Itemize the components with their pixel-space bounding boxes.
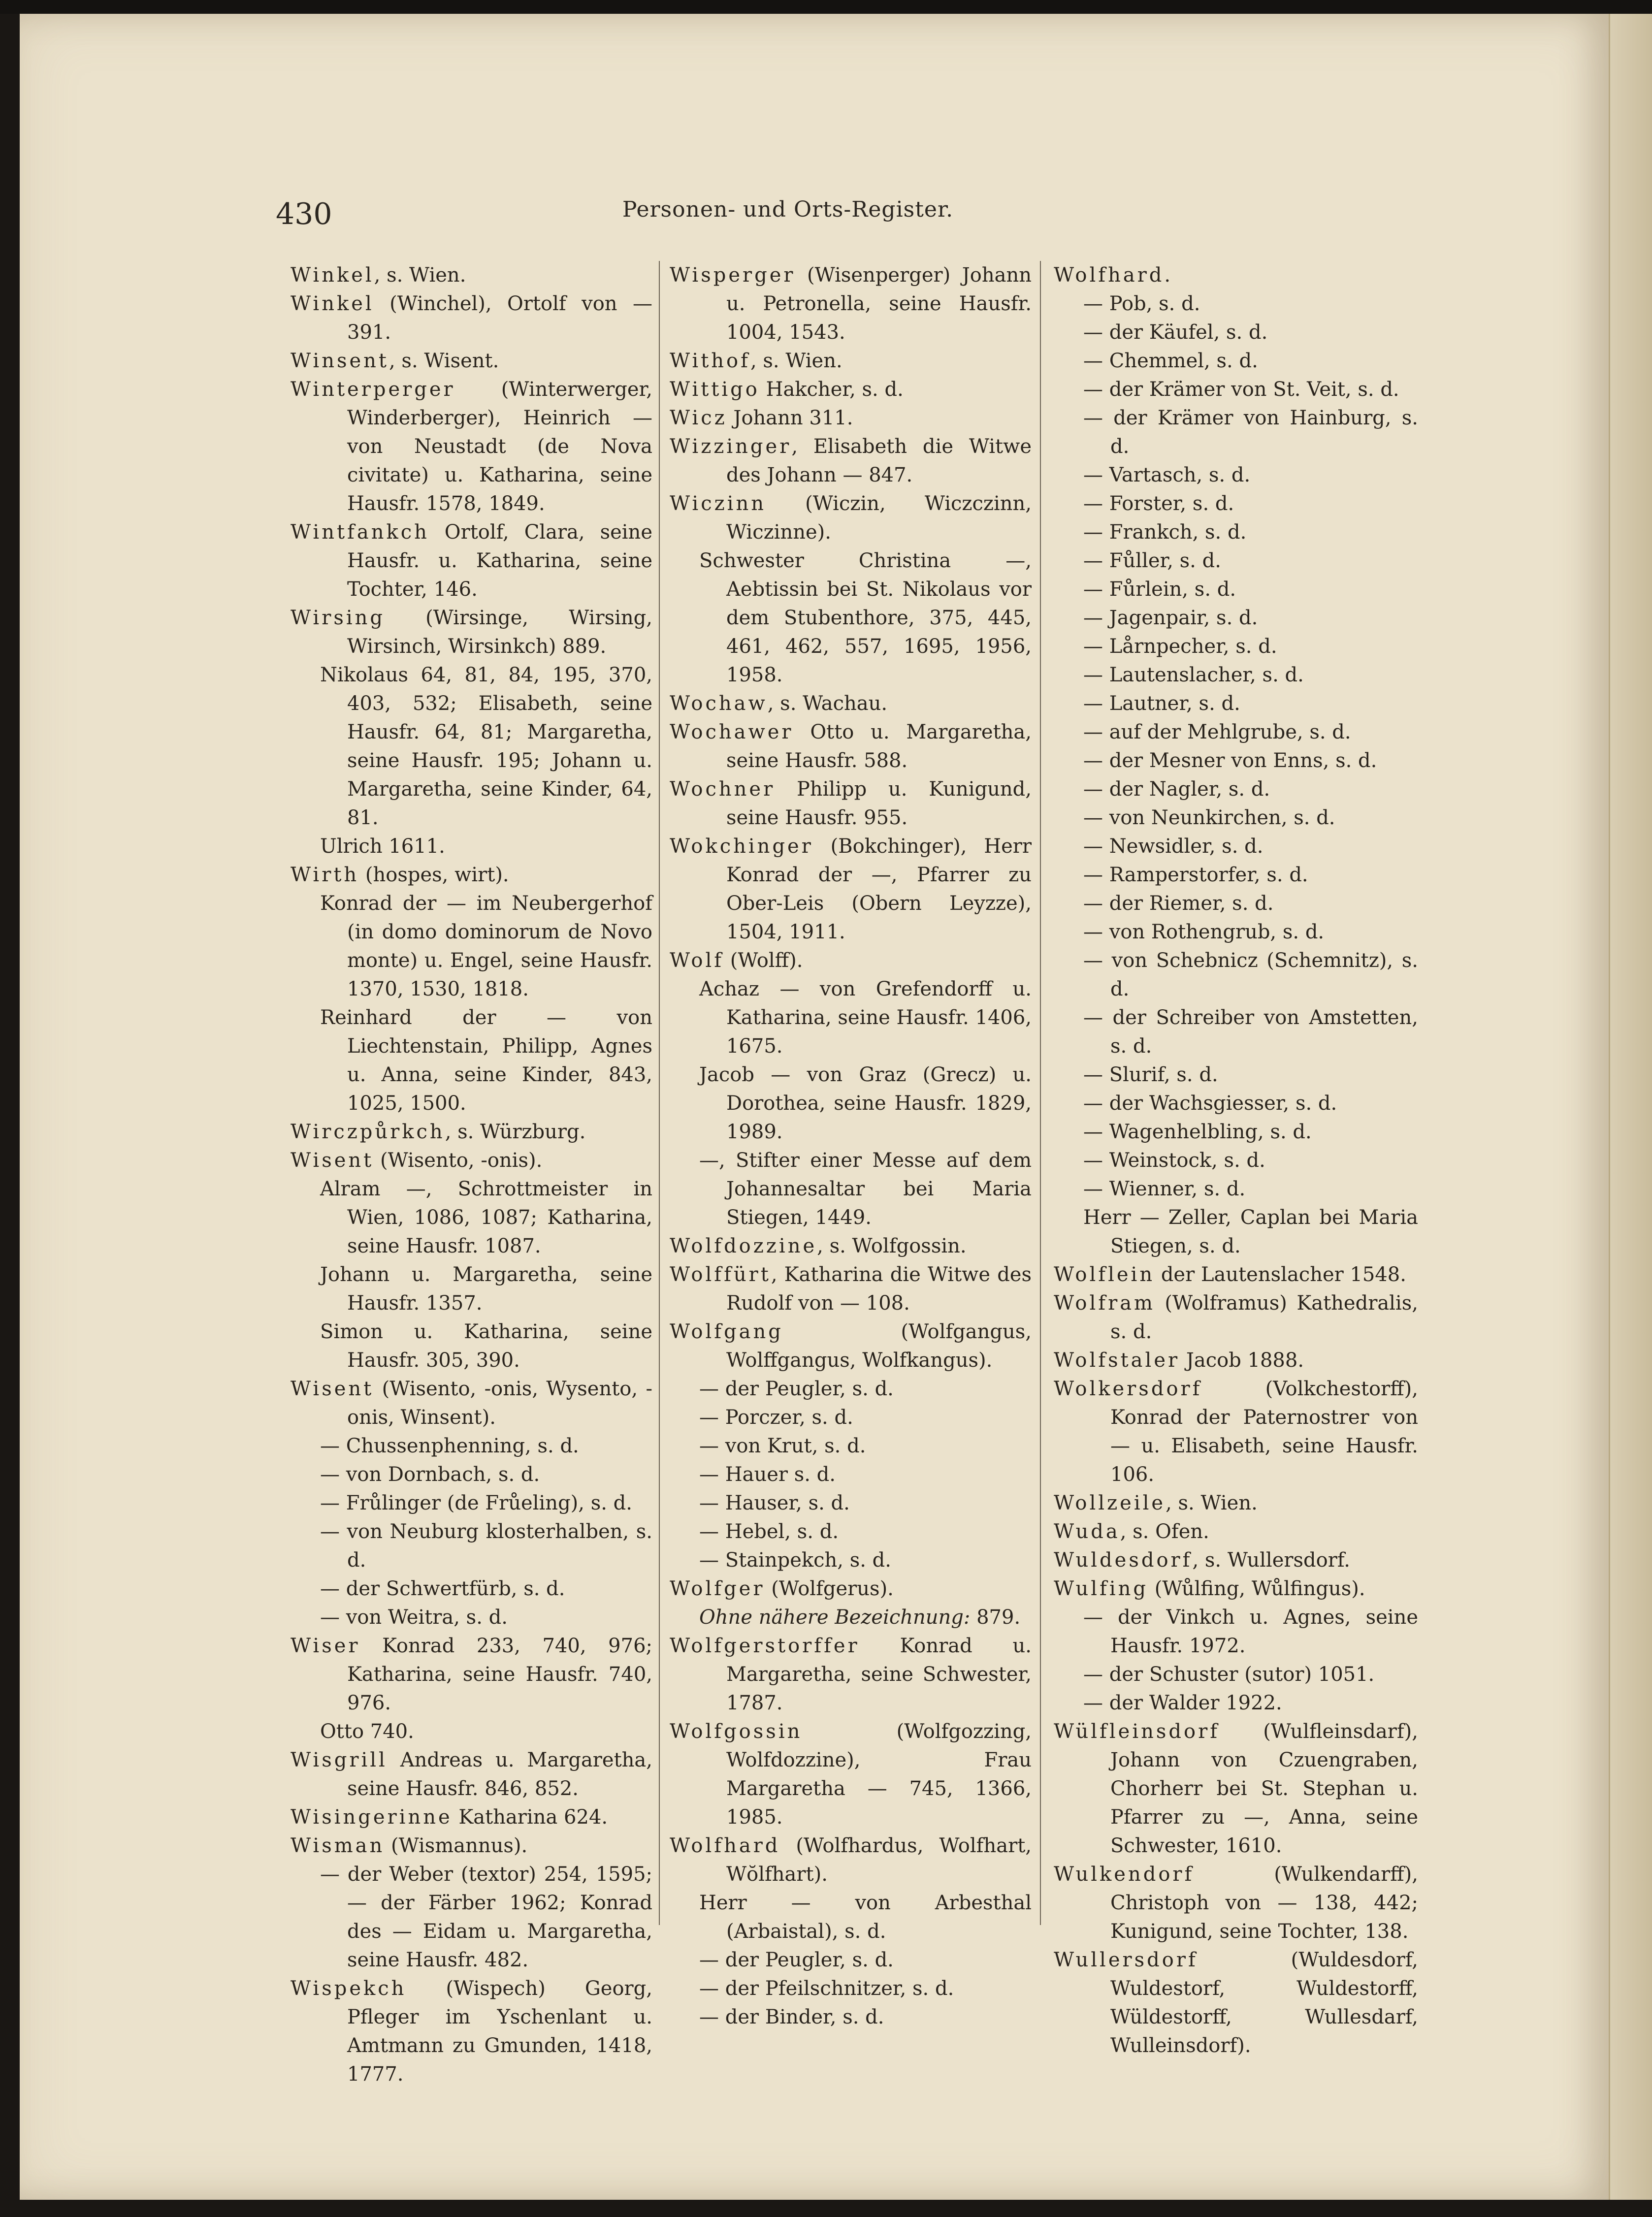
entry-text: (hospes, wirt). [359,864,509,886]
entry-headword: Wiser [291,1635,360,1657]
entry-headword: Wolfhard [670,1834,780,1857]
index-subentry [1054,1060,1418,1089]
index-subentry [1054,803,1418,832]
entry-text: — Chussenphenning, s. d. [320,1435,579,1457]
entry-text: Reinhard der — von Liechtenstain, Philipp, Agnes u. Anna, seine Kinder, 843, 1025, 1500. [320,1006,652,1115]
index-subentry [1054,1203,1418,1260]
entry-text: — Hauser, s. d. [699,1492,850,1514]
entry-text: — der Käufel, s. d. [1083,321,1268,344]
index-entry [291,347,652,375]
entry-text: Herr — von Arbesthal (Arbaistal), s. d. [699,1892,1032,1943]
entry-text: (Wismannus). [385,1834,528,1857]
index-subentry [291,1432,652,1460]
index-entry [1054,1517,1418,1546]
entry-text: — Pob, s. d. [1083,292,1200,315]
index-subentry [291,1260,652,1317]
page-edge [1609,14,1652,2200]
entry-text: — der Krämer von St. Veit, s. d. [1083,378,1399,401]
entry-headword: Wolfhard [1054,264,1165,287]
index-entry [670,718,1032,775]
entry-text: — der Weber (textor) 254, 1595; — der Färber 1962; Konrad des — Eidam u. Margaretha, seine Hausfr. 482. [320,1863,652,1971]
index-subentry [1054,1660,1418,1689]
entry-text: (Winterwerger, Winderberger), Heinrich — von Neustadt (de Nova civitate) u. Katharina, seine Hausfr. 1578, 1849. [347,378,652,515]
index-entry [1054,1375,1418,1489]
entry-headword: Winkel [291,264,374,287]
index-subentry [291,1460,652,1489]
entry-text: (Wuldesdorf, Wuldestorf, Wuldestorff, Wüldestorff, Wullesdarf, Wulleinsdorf). [1110,1949,1418,2057]
index-entry [291,1746,652,1803]
index-subentry [1054,289,1418,318]
index-subentry [670,1460,1032,1489]
index-subentry [670,1432,1032,1460]
entry-text: — Lårnpecher, s. d. [1083,635,1277,658]
entry-text: — Weinstock, s. d. [1083,1149,1265,1172]
index-subentry [291,661,652,832]
entry-text: — von Dornbach, s. d. [320,1463,540,1486]
entry-text: (Wolfgerus). [765,1577,894,1600]
entry-text: — der Schreiber von Amstetten, s. d. [1083,1006,1418,1058]
entry-headword: Wiczinn [670,492,766,515]
index-subentry [1054,461,1418,489]
index-subentry [291,1717,652,1746]
entry-text: — Newsidler, s. d. [1083,835,1263,858]
entry-text: (Wirsinge, Wirsing, Wirsinch, Wirsinkch) 889. [347,607,652,658]
register-column-1 [291,261,652,2088]
entry-text: , s. Wachau. [767,692,888,715]
index-entry [291,289,652,347]
entry-text: , s. Wien. [1166,1492,1258,1514]
entry-text: , s. Wisent. [389,350,499,372]
entry-text: — Lautner, s. d. [1083,692,1240,715]
index-entry [291,861,652,889]
index-subentry [291,832,652,861]
index-subentry [1054,489,1418,518]
entry-text: (Bokchinger), Herr Konrad der —, Pfarrer zu Ober-Leis (Obern Leyzze), 1504, 1911. [726,835,1032,943]
index-subentry [670,1974,1032,2003]
entry-text: (Wisento, -onis, Wysento, -onis, Winsent). [347,1378,652,1429]
register-column-3 [1054,261,1418,2060]
page-number: 430 [276,197,332,231]
entry-text: (Winchel), Ortolf von — 391. [347,292,652,344]
entry-text: Ulrich 1611. [320,835,445,858]
index-entry [670,261,1032,347]
index-subentry [1054,404,1418,461]
entry-text: (Wolfgangus, Wolffgangus, Wolfkangus). [726,1320,1032,1372]
entry-text: Otto u. Margaretha, seine Hausfr. 588. [726,721,1032,772]
entry-headword: Wisent [291,1149,374,1172]
entry-headword: Wirth [291,864,359,886]
index-subentry [1054,1089,1418,1118]
entry-headword: Wolfgerstorffer [670,1635,860,1657]
entry-text: (Wiczin, Wiczczinn, Wiczinne). [726,492,1032,544]
entry-text: Konrad u. Margaretha, seine Schwester, 1787. [726,1635,1032,1714]
entry-text: Simon u. Katharina, seine Hausfr. 305, 390. [320,1320,652,1372]
column-divider [1040,261,1041,1925]
entry-headword: Wolfram [1054,1292,1155,1315]
entry-text: (Wispech) Georg, Pfleger im Yschenlant u. Amtmann zu Gmunden, 1418, 1777. [347,1977,652,2086]
entry-text: — der Peugler, s. d. [699,1949,894,1971]
entry-text: — von Neunkirchen, s. d. [1083,806,1335,829]
index-entry [291,375,652,518]
entry-italic-note: Ohne nähere Bezeichnung: [699,1606,971,1629]
index-subentry [1054,832,1418,861]
index-subentry [291,1317,652,1375]
entry-text: , Elisabeth die Witwe des Johann — 847. [726,435,1032,486]
entry-text: Nikolaus 64, 81, 84, 195, 370, 403, 532; Elisabeth, seine Hausfr. 64, 81; Margaretha, seine Hausfr. 195; Johann u. Margaretha, seine Kinder, 64, 81. [320,664,652,829]
entry-text: — der Riemer, s. d. [1083,892,1274,915]
entry-headword: Winkel [291,292,374,315]
entry-headword: Winterperger [291,378,455,401]
entry-text: Johann 311. [727,407,853,429]
scan-top-border [0,0,1652,14]
index-subentry [291,1489,652,1517]
entry-text: , s. Wien. [750,350,842,372]
register-column-2 [670,261,1032,2031]
entry-headword: Wisent [291,1378,374,1400]
entry-text: (Wůlfing, Wůlfingus). [1148,1577,1365,1600]
index-subentry [291,1517,652,1574]
entry-text: — Chemmel, s. d. [1083,350,1258,372]
index-entry [670,1574,1032,1603]
entry-text: Johann u. Margaretha, seine Hausfr. 1357. [320,1263,652,1315]
entry-text: —, Stifter einer Messe auf dem Johannesaltar bei Maria Stiegen, 1449. [699,1149,1032,1229]
entry-text: (Wulkendarff), Christoph von — 138, 442; Kunigund, seine Tochter, 138. [1110,1863,1418,1943]
entry-text: — von Schebnicz (Schemnitz), s. d. [1083,949,1418,1000]
entry-text: — Porczer, s. d. [699,1406,853,1429]
index-entry [670,1260,1032,1317]
entry-headword: Wisgrill [291,1749,388,1771]
index-subentry [291,889,652,1003]
index-entry [291,261,652,289]
entry-headword: Winsent [291,350,389,372]
index-entry [670,1717,1032,1831]
index-subentry [670,975,1032,1060]
entry-text: Ortolf, Clara, seine Hausfr. u. Katharina, seine Tochter, 146. [347,521,652,601]
index-subentry [1054,689,1418,718]
entry-text: (Wolframus) Kathedralis, s. d. [1110,1292,1418,1343]
index-subentry [1054,1689,1418,1717]
entry-text: — Vartasch, s. d. [1083,464,1251,486]
index-entry [670,375,1032,404]
entry-text: — der Walder 1922. [1083,1692,1282,1714]
entry-headword: Wuldesdorf [1054,1549,1193,1572]
index-entry [670,1232,1032,1260]
index-subentry [670,1546,1032,1574]
entry-text: , s. Wullersdorf. [1192,1549,1350,1572]
index-entry [291,604,652,661]
index-subentry [1054,861,1418,889]
entry-text: — Fůller, s. d. [1083,549,1221,572]
entry-headword: Wochaw [670,692,768,715]
index-entry [291,1146,652,1175]
index-entry [670,1317,1032,1375]
index-subentry [1054,775,1418,803]
index-entry [291,1831,652,1860]
index-entry [291,1974,652,2088]
entry-headword: Wirczpůrkch [291,1121,445,1143]
index-subentry [1054,718,1418,746]
entry-headword: Wolflein [1054,1263,1155,1286]
entry-text: , s. Wolfgossin. [817,1235,967,1257]
index-entry [1054,1546,1418,1574]
index-entry [670,347,1032,375]
entry-text: (Wisento, -onis). [374,1149,543,1172]
index-subentry [670,1946,1032,1974]
entry-text: , s. Wien. [374,264,466,287]
entry-text: Konrad 233, 740, 976; Katharina, seine Hausfr. 740, 976. [347,1635,652,1714]
entry-headword: Withof [670,350,750,372]
index-entry [1054,1860,1418,1946]
entry-headword: Wizzinger [670,435,792,458]
entry-text: — Hauer s. d. [699,1463,836,1486]
entry-text: , s. Würzburg. [445,1121,586,1143]
index-subentry [670,1603,1032,1632]
entry-text: — Ramperstorfer, s. d. [1083,864,1308,886]
entry-text: — Wienner, s. d. [1083,1178,1246,1200]
entry-text: — Wagenhelbling, s. d. [1083,1121,1312,1143]
entry-headword: Wolkersdorf [1054,1378,1202,1400]
entry-text: Otto 740. [320,1720,414,1743]
entry-text: — Stainpekch, s. d. [699,1549,891,1572]
entry-headword: Wirsing [291,607,386,629]
index-entry [670,432,1032,489]
index-subentry [1054,661,1418,689]
entry-text: — der Schwertfürb, s. d. [320,1577,565,1600]
entry-text: , s. Ofen. [1120,1520,1209,1543]
index-entry [1054,1289,1418,1346]
entry-headword: Wicz [670,407,727,429]
entry-text: (Volkchestorff), Konrad der Paternostrer von — u. Elisabeth, seine Hausfr. 106. [1110,1378,1418,1486]
entry-text: Jacob — von Graz (Grecz) u. Dorothea, seine Hausfr. 1829, 1989. [699,1063,1032,1143]
entry-text: (Wolfhardus, Wolfhart, Wŏlfhart). [726,1834,1032,1886]
entry-text: (Wolff). [724,949,803,972]
entry-headword: Wolf [670,949,724,972]
entry-text: der Lautenslacher 1548. [1155,1263,1406,1286]
entry-headword: Wispekch [291,1977,407,2000]
index-subentry [670,1146,1032,1232]
entry-text: — Jagenpair, s. d. [1083,607,1258,629]
index-entry [1054,1346,1418,1375]
entry-text: — Frankch, s. d. [1083,521,1247,544]
entry-headword: Wülfleinsdorf [1054,1720,1220,1743]
index-entry [1054,1574,1418,1603]
entry-headword: Wisingerinne [291,1806,453,1829]
entry-headword: Wolfgang [670,1320,783,1343]
index-subentry [1054,546,1418,575]
entry-text: Schwester Christina —, Aebtissin bei St. Nikolaus vor dem Stubenthore, 375, 445, 461, 462, 557, 1695, 1956, 1958. [699,549,1032,686]
entry-text: 879. [970,1606,1021,1629]
column-divider [659,261,660,1925]
index-subentry [670,1517,1032,1546]
entry-text: — Hebel, s. d. [699,1520,839,1543]
entry-text: — von Rothengrub, s. d. [1083,921,1325,943]
entry-text: — Fůrlein, s. d. [1083,578,1236,601]
index-subentry [1054,1603,1418,1660]
index-entry [670,404,1032,432]
entry-text: — auf der Mehlgrube, s. d. [1083,721,1351,743]
index-subentry [1054,889,1418,918]
entry-headword: Wolfdozzine [670,1235,817,1257]
index-subentry [291,1175,652,1260]
index-entry [670,1831,1032,1889]
index-subentry [1054,375,1418,404]
entry-text: — der Binder, s. d. [699,2006,884,2028]
index-subentry [670,1489,1032,1517]
entry-text: Philipp u. Kunigund, seine Hausfr. 955. [726,778,1032,829]
index-subentry [670,2003,1032,2031]
entry-text: — von Neuburg klosterhalben, s. d. [320,1520,652,1572]
entry-text: Andreas u. Margaretha, seine Hausfr. 846, 852. [347,1749,652,1800]
entry-text: — Forster, s. d. [1083,492,1234,515]
entry-headword: Wochawer [670,721,794,743]
index-subentry [1054,575,1418,604]
index-subentry [291,1603,652,1632]
entry-headword: Wisperger [670,264,796,287]
entry-text: (Wolfgozzing, Wolfdozzine), Frau Margaretha — 745, 1366, 1985. [726,1720,1032,1829]
index-entry [291,1118,652,1146]
index-subentry [1054,1003,1418,1060]
entry-text: — Slurif, s. d. [1083,1063,1218,1086]
index-entry [670,946,1032,975]
entry-text: Herr — Zeller, Caplan bei Maria Stiegen, s. d. [1083,1206,1418,1257]
entry-text: — der Mesner von Enns, s. d. [1083,749,1377,772]
entry-headword: Wintfankch [291,521,429,544]
index-entry [291,1375,652,1432]
entry-text: — von Krut, s. d. [699,1435,866,1457]
entry-text: — der Wachsgiesser, s. d. [1083,1092,1337,1115]
index-entry [291,1803,652,1831]
index-subentry [1054,632,1418,661]
entry-headword: Wittigo [670,378,760,401]
entry-headword: Wullersdorf [1054,1949,1198,1971]
entry-headword: Wochner [670,778,776,801]
index-subentry [1054,746,1418,775]
index-subentry [291,1574,652,1603]
entry-text: Katharina 624. [452,1806,608,1829]
index-entry [670,689,1032,718]
index-entry [670,489,1032,546]
entry-text: Hakcher, s. d. [759,378,904,401]
entry-text: — der Peugler, s. d. [699,1378,894,1400]
index-entry [1054,261,1418,289]
entry-text: Achaz — von Grefendorff u. Katharina, seine Hausfr. 1406, 1675. [699,978,1032,1058]
entry-text: Alram —, Schrottmeister in Wien, 1086, 1087; Katharina, seine Hausfr. 1087. [320,1178,652,1257]
index-subentry [670,1889,1032,1946]
index-entry [1054,1946,1418,2060]
index-entry [291,1632,652,1717]
index-entry [1054,1489,1418,1517]
index-subentry [1054,347,1418,375]
entry-text: — Lautenslacher, s. d. [1083,664,1304,686]
index-subentry [1054,604,1418,632]
index-entry [291,518,652,604]
entry-text: — Frůlinger (de Frůeling), s. d. [320,1492,632,1514]
index-subentry [670,1403,1032,1432]
index-subentry [1054,946,1418,1003]
entry-text: — der Pfeilschnitzer, s. d. [699,1977,954,2000]
entry-headword: Wokchinger [670,835,813,858]
entry-text: — der Krämer von Hainburg, s. d. [1083,407,1418,458]
index-subentry [1054,1146,1418,1175]
index-subentry [291,1860,652,1974]
entry-text: — der Vinkch u. Agnes, seine Hausfr. 1972. [1083,1606,1418,1657]
entry-text: — der Nagler, s. d. [1083,778,1270,801]
entry-text: (Wulfleinsdarf), Johann von Czuengraben, Chorherr bei St. Stephan u. Pfarrer zu —, Anna, seine Schwester, 1610. [1110,1720,1418,1857]
index-entry [1054,1717,1418,1860]
index-subentry [670,546,1032,689]
index-subentry [670,1060,1032,1146]
entry-headword: Wulfing [1054,1577,1149,1600]
entry-headword: Wulkendorf [1054,1863,1195,1886]
entry-text: , Katharina die Witwe des Rudolf von — 108. [726,1263,1032,1315]
index-entry [670,832,1032,946]
entry-text: — der Schuster (sutor) 1051. [1083,1663,1375,1686]
entry-text: — von Weitra, s. d. [320,1606,508,1629]
entry-headword: Wollzeile [1054,1492,1166,1514]
entry-text: Jacob 1888. [1180,1349,1304,1372]
index-subentry [1054,1175,1418,1203]
entry-headword: Wolfger [670,1577,765,1600]
entry-headword: Wolfgossin [670,1720,803,1743]
entry-headword: Wisman [291,1834,385,1857]
entry-headword: Wolfstaler [1054,1349,1180,1372]
index-subentry [1054,1118,1418,1146]
index-subentry [1054,518,1418,546]
index-entry [670,1632,1032,1717]
entry-text: . [1164,264,1171,287]
index-entry [1054,1260,1418,1289]
entry-headword: Wolffürt [670,1263,771,1286]
index-subentry [1054,918,1418,946]
entry-text: Konrad der — im Neubergerhof (in domo dominorum de Novo monte) u. Engel, seine Hausfr. 1370, 1530, 1818. [320,892,652,1000]
running-title: Personen- und Orts-Register. [622,197,954,222]
index-subentry [1054,318,1418,347]
index-subentry [291,1003,652,1118]
entry-text: (Wisenperger) Johann u. Petronella, seine Hausfr. 1004, 1543. [726,264,1032,344]
index-subentry [670,1375,1032,1403]
entry-headword: Wuda [1054,1520,1120,1543]
index-entry [670,775,1032,832]
